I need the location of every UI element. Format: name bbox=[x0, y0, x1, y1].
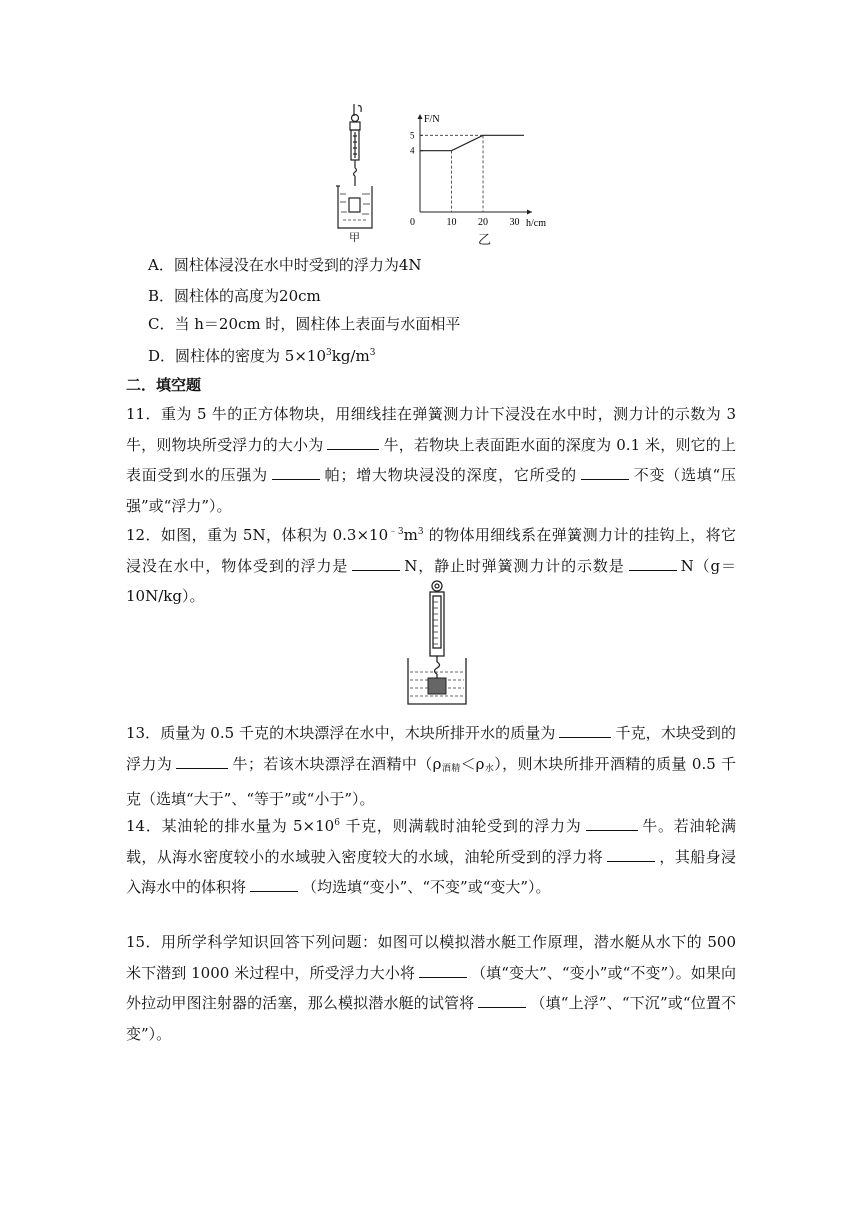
q14-text-2: 千克，则满载时油轮受到的浮力为 bbox=[339, 817, 582, 835]
section-title: 二．填空题 bbox=[126, 376, 202, 394]
option-d-unit-exponent: 3 bbox=[369, 348, 376, 358]
q12-text-5: N（g＝10N/kg）。 bbox=[126, 556, 736, 605]
q15-blank-1[interactable] bbox=[419, 963, 467, 978]
figure-yi-force-depth-chart bbox=[406, 110, 556, 232]
q11-text-3: 帕；增大物块浸没的深度，它所受的 bbox=[323, 466, 577, 484]
q13-blank-2[interactable] bbox=[176, 754, 228, 769]
q12-text-1: 12．如图，重为 5N，体积为 0.3×10 bbox=[126, 526, 389, 544]
y-axis-arrow bbox=[418, 114, 423, 119]
q11-text-4: 不变（选填“压强”或“浮力”）。 bbox=[126, 466, 736, 515]
q12-text-2: m bbox=[403, 526, 418, 544]
option-d-unit: kg/m bbox=[331, 347, 370, 365]
q13-text-3: 牛；若该木块漂浮在酒精中（ρ bbox=[232, 754, 442, 773]
x-tick-label-10: 10 bbox=[446, 217, 457, 228]
q11-blank-2[interactable] bbox=[272, 465, 320, 480]
q11-blank-3[interactable] bbox=[581, 465, 629, 480]
q12-blank-2[interactable] bbox=[629, 556, 677, 571]
x-axis-arrow bbox=[527, 210, 532, 215]
q13-text-5: ），则木块所排开酒精的质量 0.5 千克（选填“大于”、“等于”或“小于”）。 bbox=[126, 754, 736, 808]
y-tick-label-4: 4 bbox=[410, 145, 415, 156]
q15-text-3: （填“上浮”、“下沉”或“位置不变”）。 bbox=[126, 994, 737, 1043]
q14-text-5: （均选填“变小”、“不变”或“变大”）。 bbox=[302, 878, 551, 896]
y-axis-label: F/N bbox=[424, 114, 440, 125]
question-14 bbox=[126, 808, 736, 903]
question-15 bbox=[126, 927, 736, 1049]
q13-text-4: ＜ρ bbox=[460, 754, 485, 773]
option-d-exponent: 3 bbox=[326, 348, 332, 358]
q13-text-1: 13．质量为 0.5 千克的木块漂浮在水中，木块所排开水的质量为 bbox=[126, 724, 556, 742]
option-a[interactable]: A．圆柱体浸没在水中时受到的浮力为4N bbox=[148, 256, 422, 274]
figure-spring-scale-block-in-water bbox=[404, 578, 472, 710]
q15-blank-2[interactable] bbox=[478, 993, 526, 1008]
q11-text-2: 牛，若物块上表面距水面的深度为 0.1 米，则它的上表面受到水的压强为 bbox=[126, 435, 736, 484]
q14-exponent: 6 bbox=[334, 818, 340, 828]
q13-sub-alcohol: 酒精 bbox=[441, 763, 461, 774]
x-axis-label: h/cm bbox=[526, 218, 546, 229]
x-tick-label-30: 30 bbox=[509, 217, 520, 228]
q12-blank-1[interactable] bbox=[352, 556, 400, 571]
figure-yi-label: 乙 bbox=[478, 233, 492, 248]
question-13 bbox=[126, 718, 736, 815]
x-tick-label-0: 0 bbox=[410, 217, 415, 228]
q11-blank-1[interactable] bbox=[327, 435, 379, 450]
q12-text-3: 的物体用细线系在弹簧测力计的挂钩上，将它浸没在水中，物体受到的浮力是 bbox=[126, 526, 736, 575]
q15-text-2: （填“变大”、“变小”或“不变”）。如果向外拉动甲图注射器的活塞，那么模拟潜水艇的试管将 bbox=[126, 963, 737, 1012]
q14-blank-2[interactable] bbox=[607, 847, 655, 862]
q13-text-2: 千克，木块受到的浮力为 bbox=[126, 724, 736, 773]
option-c[interactable]: C．当 h＝20cm 时，圆柱体上表面与水面相平 bbox=[148, 315, 461, 333]
q14-blank-1[interactable] bbox=[586, 816, 638, 831]
option-d-text: D．圆柱体的密度为 5×10 bbox=[148, 347, 326, 365]
option-d[interactable] bbox=[148, 343, 375, 366]
x-tick-label-20: 20 bbox=[478, 217, 489, 228]
q15-text-1: 15．用所学科学知识回答下列问题：如图可以模拟潜水艇工作原理，潜水艇从水下的 500 米下潜到 1000 米过程中，所受浮力大小将 bbox=[126, 933, 736, 982]
figure-jia-label: 甲 bbox=[349, 231, 360, 244]
q12-text-4: N，静止时弹簧测力计的示数是 bbox=[404, 556, 625, 575]
question-11 bbox=[126, 399, 736, 521]
q12-exponent-1: ﹣3 bbox=[388, 527, 404, 537]
option-b[interactable]: B．圆柱体的高度为20cm bbox=[148, 287, 321, 305]
series-line bbox=[420, 135, 524, 150]
q11-text-1: 11．重为 5 牛的正方体物块，用细线挂在弹簧测力计下浸没在水中时，测力计的示数为 3 牛，则物块所受浮力的大小为 bbox=[126, 405, 736, 454]
q14-text-1: 14．某油轮的排水量为 5×10 bbox=[126, 817, 335, 835]
figure-jia-spring-scale-beaker bbox=[334, 102, 384, 242]
q13-blank-1[interactable] bbox=[559, 723, 611, 738]
q14-text-3: 牛。若油轮满载，从海水密度较小的水域驶入密度较大的水域，油轮所受到的浮力将 bbox=[126, 817, 736, 866]
q13-sub-water: 水 bbox=[484, 763, 495, 774]
q12-exponent-2: 3 bbox=[417, 527, 424, 537]
q14-text-4: ，其船身浸入海水中的体积将 bbox=[126, 847, 736, 896]
q14-blank-3[interactable] bbox=[250, 877, 298, 892]
y-tick-label-5: 5 bbox=[410, 130, 415, 141]
